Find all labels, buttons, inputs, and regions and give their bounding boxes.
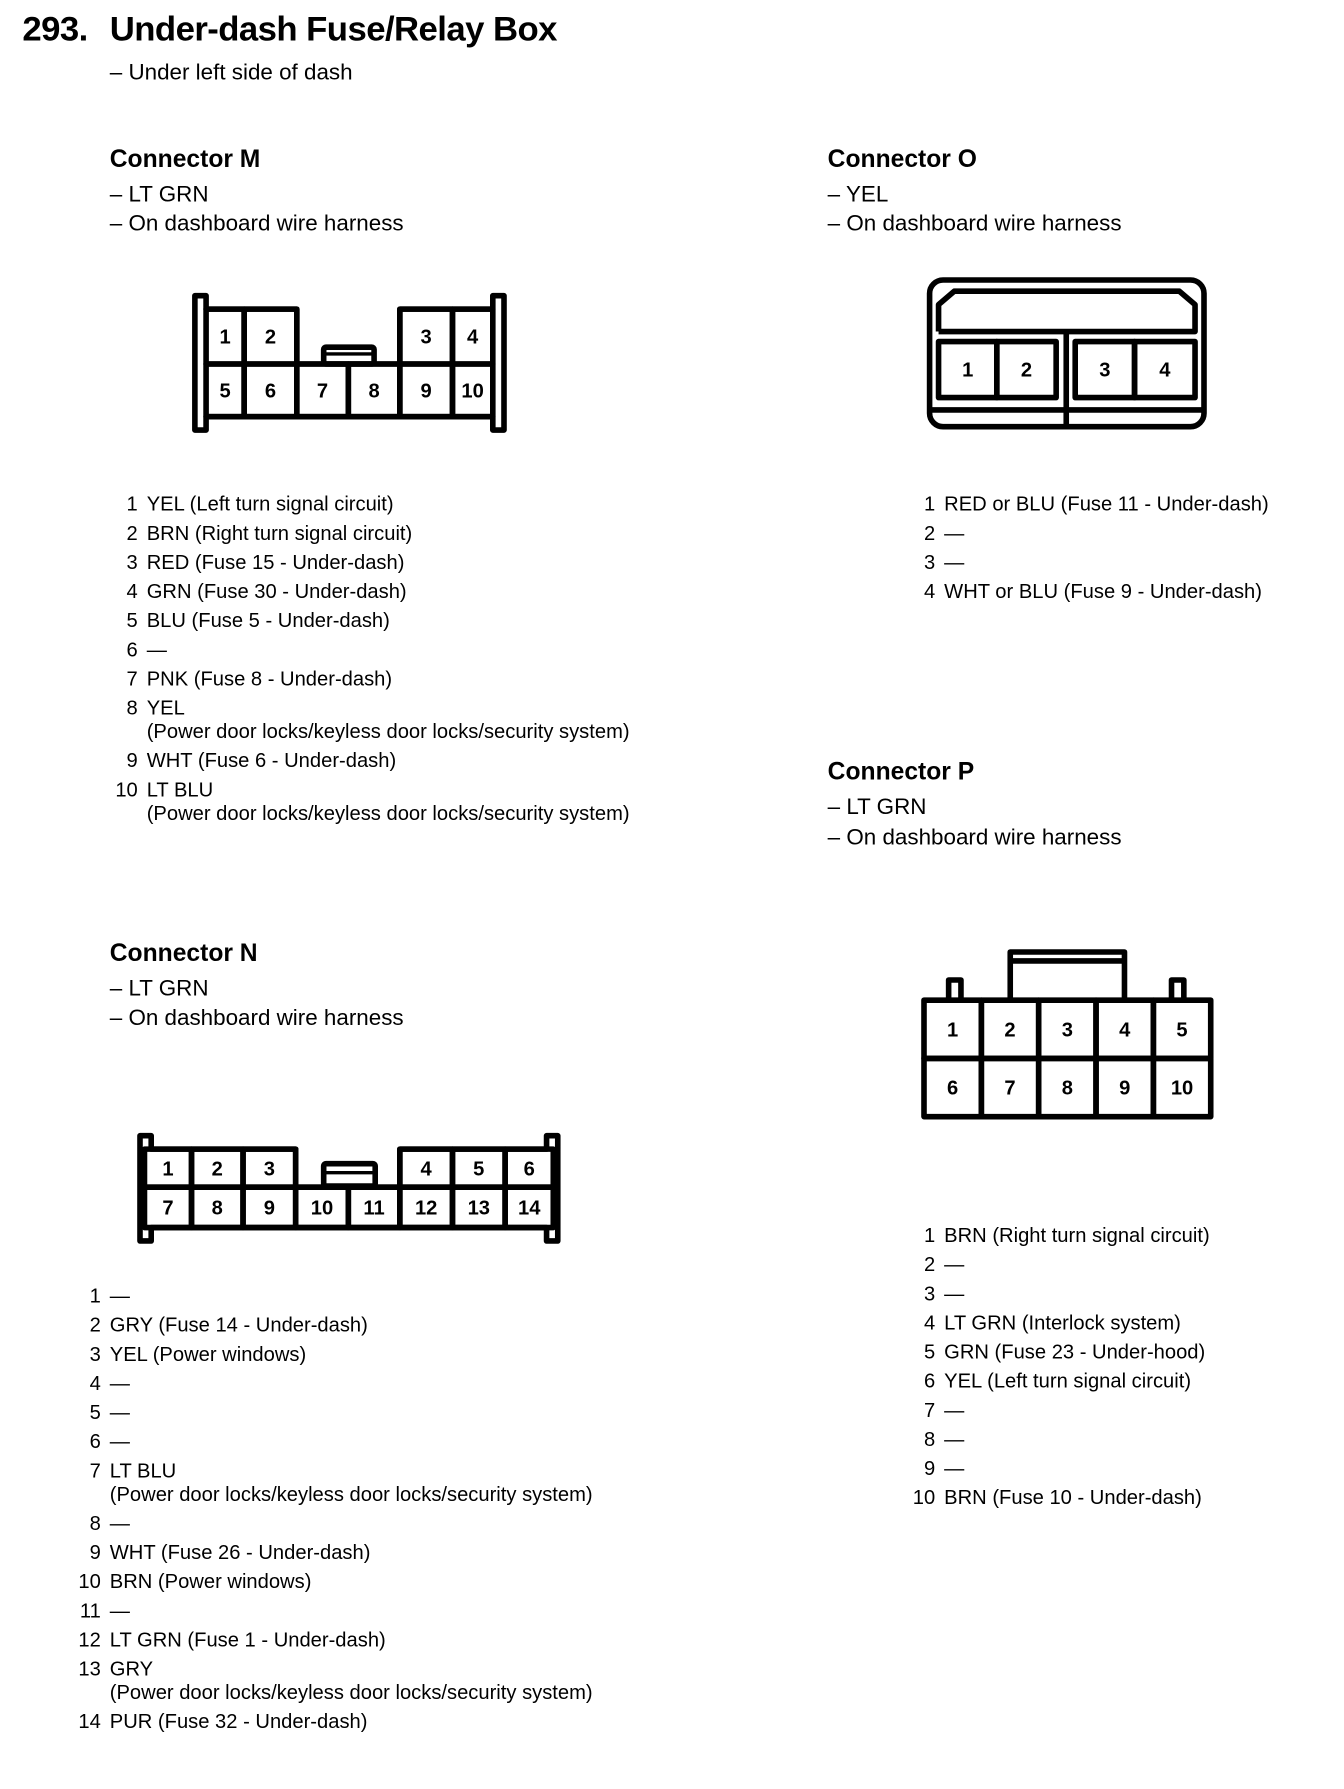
connector-p-color: – LT GRN [827, 795, 927, 820]
pin-description: PUR (Fuse 32 - Under-dash) [109, 1710, 368, 1733]
pin-description: GRY [109, 1657, 154, 1680]
pin-row [923, 1337, 1210, 1366]
pin-description: — [109, 1401, 130, 1424]
pin-description: — [944, 1282, 965, 1305]
pin-number: 9 [126, 749, 138, 772]
pin-number: 9 [89, 1541, 101, 1564]
connector-p-pin-list [912, 1221, 1210, 1512]
cavity-number: 3 [1099, 359, 1111, 382]
pin-description: — [944, 1398, 965, 1422]
pin-description: WHT (Fuse 26 - Under-dash) [109, 1541, 371, 1564]
cavity-number: 4 [420, 1158, 432, 1181]
pin-number: 8 [126, 696, 138, 720]
pin-number: 10 [912, 1486, 936, 1509]
latch [324, 1164, 376, 1186]
pin-description: WHT or BLU (Fuse 9 - Under-dash) [944, 580, 1262, 603]
pin-note: (Power door locks/keyless door locks/security system) [146, 801, 630, 825]
connector-o-heading: Connector O [827, 144, 977, 173]
pin-number: 9 [923, 1457, 936, 1480]
pin-number: 1 [923, 492, 936, 516]
pin-row [126, 489, 630, 518]
pin-number: 12 [78, 1628, 101, 1651]
pin-description: — [944, 1457, 965, 1480]
pin-row [115, 775, 630, 804]
pin-description: — [944, 551, 965, 574]
cavity-number: 1 [162, 1158, 174, 1181]
connector-n-pin-list [78, 1281, 593, 1736]
pin-number: 6 [923, 1369, 936, 1393]
pin-description: BRN (Fuse 10 - Under-dash) [944, 1486, 1202, 1509]
cavity-number: 8 [1061, 1077, 1073, 1100]
pin-note: (Power door locks/keyless door locks/security system) [109, 1681, 593, 1704]
pin-number: 2 [923, 521, 936, 545]
pin-row [89, 1281, 593, 1310]
cavity-number: 7 [1004, 1077, 1016, 1100]
cavity-number: 11 [363, 1197, 385, 1220]
pin-row [923, 1308, 1210, 1337]
pin-number: 1 [923, 1224, 936, 1247]
pin-number: 8 [89, 1512, 101, 1535]
pin-description: LT GRN (Interlock system) [944, 1311, 1181, 1334]
pin-description: — [109, 1599, 130, 1622]
pin-description: YEL (Power windows) [109, 1342, 307, 1366]
cavity-number: 3 [263, 1158, 275, 1181]
connector-n-location: – On dashboard wire harness [109, 1005, 404, 1031]
pin-description: — [944, 1253, 965, 1276]
pin-description: BRN (Right turn signal circuit) [944, 1224, 1210, 1247]
pin-number: 1 [89, 1284, 101, 1308]
pin-number: 11 [79, 1599, 101, 1622]
connector-o-location: – On dashboard wire harness [827, 211, 1122, 237]
pin-row [78, 1707, 593, 1736]
pin-number: 7 [923, 1398, 936, 1422]
cavity-number: 2 [211, 1158, 223, 1181]
cavity-number: 12 [414, 1197, 438, 1220]
page-subtitle: – Under left side of dash [109, 60, 353, 86]
connector-m-color: – LT GRN [109, 182, 209, 208]
pin-row [89, 1369, 593, 1398]
cavity-number: 10 [1170, 1077, 1194, 1100]
cavity-number: 6 [523, 1158, 535, 1181]
cavity-number: 6 [264, 380, 277, 403]
pin-row [923, 1454, 1210, 1483]
cavity-number: 4 [1159, 359, 1171, 382]
pin-description: — [109, 1284, 130, 1308]
pin-number: 2 [126, 521, 138, 545]
cavity-number: 3 [1061, 1019, 1073, 1042]
cavity-number: 7 [162, 1197, 174, 1220]
pin-number: 14 [78, 1710, 101, 1733]
pin-number: 4 [923, 1311, 936, 1334]
pin-description: — [146, 638, 167, 661]
cavity-number: 4 [1119, 1019, 1131, 1042]
pin-row [923, 548, 1269, 577]
pin-row [89, 1427, 593, 1456]
pin-number: 3 [923, 551, 936, 574]
pin-description: — [109, 1372, 130, 1395]
pin-number: 1 [126, 492, 138, 516]
cavity-number: 9 [263, 1197, 275, 1220]
pin-note: (Power door locks/keyless door locks/security system) [146, 720, 630, 743]
connector-p-heading: Connector P [827, 757, 975, 786]
cavity-number: 7 [316, 380, 329, 403]
pin-description: BRN (Right turn signal circuit) [146, 521, 413, 545]
pin-number: 10 [115, 778, 138, 801]
pin-number: 7 [126, 667, 138, 690]
cavity-number: 2 [264, 326, 277, 349]
pin-number: 8 [923, 1428, 936, 1451]
cavity-number: 8 [211, 1197, 223, 1220]
pin-row [126, 635, 630, 664]
pin-description: PNK (Fuse 8 - Under-dash) [146, 667, 393, 690]
cavity-number: 9 [1119, 1077, 1131, 1100]
connector-p-location: – On dashboard wire harness [827, 825, 1122, 851]
pin-number: 4 [89, 1372, 101, 1395]
pin-row [78, 1567, 593, 1596]
connector-m-diagram [193, 293, 509, 434]
cavity-number: 6 [947, 1077, 959, 1100]
pin-row [923, 1396, 1210, 1425]
pin-number: 13 [78, 1657, 101, 1680]
pin-number: 2 [89, 1313, 101, 1337]
pin-row [126, 664, 630, 693]
cavity-number: 3 [420, 326, 432, 349]
pin-number: 7 [89, 1459, 101, 1482]
connector-n-heading: Connector N [109, 938, 258, 967]
connector-m-location: – On dashboard wire harness [109, 211, 404, 237]
pin-number: 3 [923, 1282, 936, 1305]
pin-number: 3 [89, 1342, 101, 1366]
cavity-number: 14 [517, 1197, 541, 1220]
latch [1010, 952, 1124, 1000]
pin-row [126, 519, 630, 548]
pin-row [89, 1456, 593, 1485]
cavity-number: 13 [467, 1197, 491, 1220]
connector-m-pin-list [115, 489, 630, 827]
cavity-number: 4 [467, 326, 479, 349]
connector-o-color: – YEL [827, 182, 889, 208]
pin-row [923, 489, 1269, 518]
pin-description: — [944, 521, 965, 545]
cavity-number: 10 [461, 380, 484, 403]
pin-number: 4 [923, 580, 936, 603]
cavity-number: 5 [473, 1158, 485, 1181]
pin-number: 5 [126, 609, 138, 632]
page-title: Under-dash Fuse/Relay Box [109, 8, 557, 49]
cavity-number: 2 [1020, 359, 1033, 382]
pin-description: — [944, 1428, 965, 1451]
pin-description: YEL [146, 696, 185, 720]
pin-description: WHT (Fuse 6 - Under-dash) [146, 749, 397, 772]
connector-n-color: – LT GRN [109, 976, 209, 1002]
pin-description: GRN (Fuse 30 - Under-dash) [146, 580, 407, 603]
pin-row [923, 1366, 1210, 1395]
pin-note: (Power door locks/keyless door locks/security system) [109, 1482, 593, 1506]
pin-number: 5 [89, 1401, 101, 1424]
pin-description: RED or BLU (Fuse 11 - Under-dash) [944, 492, 1269, 516]
pin-number: 6 [126, 638, 138, 661]
pin-row [126, 746, 630, 775]
pin-number: 3 [126, 551, 138, 574]
pin-description: YEL (Left turn signal circuit) [944, 1369, 1192, 1393]
cavity-number: 1 [962, 359, 974, 382]
pin-row [923, 1250, 1210, 1279]
pin-row [126, 693, 630, 722]
connector-o-pin-list [923, 489, 1269, 605]
pin-description: RED (Fuse 15 - Under-dash) [146, 551, 405, 574]
pin-row [923, 1279, 1210, 1308]
pin-row [126, 606, 630, 635]
pin-number: 4 [126, 580, 138, 603]
pin-number: 10 [78, 1570, 101, 1593]
pin-description: LT BLU [146, 778, 214, 801]
cavity-number: 9 [420, 380, 432, 403]
pin-description: — [109, 1430, 130, 1453]
pin-description: BLU (Fuse 5 - Under-dash) [146, 609, 390, 632]
pin-description: GRN (Fuse 23 - Under-hood) [944, 1340, 1206, 1364]
pin-number: 2 [923, 1253, 936, 1276]
pin-row [923, 577, 1269, 606]
pin-description: GRY (Fuse 14 - Under-dash) [109, 1313, 368, 1337]
cavity-number: 2 [1004, 1019, 1016, 1042]
pin-description: BRN (Power windows) [109, 1570, 312, 1593]
connector-m-heading: Connector M [109, 144, 261, 173]
pin-row [89, 1310, 593, 1339]
cavity-number: 1 [947, 1019, 959, 1042]
connector-p-diagram [922, 950, 1213, 1120]
pin-row [923, 519, 1269, 548]
pin-row [89, 1538, 593, 1567]
connector-outline [939, 291, 1195, 331]
pin-row [126, 548, 630, 577]
pin-description: — [109, 1512, 130, 1535]
connector-o-diagram [927, 278, 1207, 430]
pin-row [89, 1398, 593, 1427]
cavity-number: 10 [310, 1197, 334, 1220]
connector-n-diagram [138, 1133, 564, 1245]
pin-row [78, 1654, 593, 1683]
pin-number: 6 [89, 1430, 101, 1453]
pin-row [89, 1340, 593, 1369]
pin-description: YEL (Left turn signal circuit) [146, 492, 394, 516]
pin-row [923, 1425, 1210, 1454]
pin-row [923, 1221, 1210, 1250]
cavity-number: 1 [219, 326, 231, 349]
pin-row [78, 1625, 593, 1654]
pin-row [126, 577, 630, 606]
section-number: 293. [22, 8, 88, 49]
pin-row [79, 1596, 593, 1625]
lock-tab [949, 980, 1184, 1000]
pin-description: LT BLU [109, 1459, 177, 1482]
cavity-number: 5 [1176, 1019, 1188, 1042]
pin-row [89, 1509, 593, 1538]
pin-number: 5 [923, 1340, 936, 1364]
cavity-number: 8 [368, 380, 380, 403]
pin-row [912, 1483, 1210, 1512]
cavity-number: 5 [219, 380, 231, 403]
pin-description: LT GRN (Fuse 1 - Under-dash) [109, 1628, 386, 1651]
